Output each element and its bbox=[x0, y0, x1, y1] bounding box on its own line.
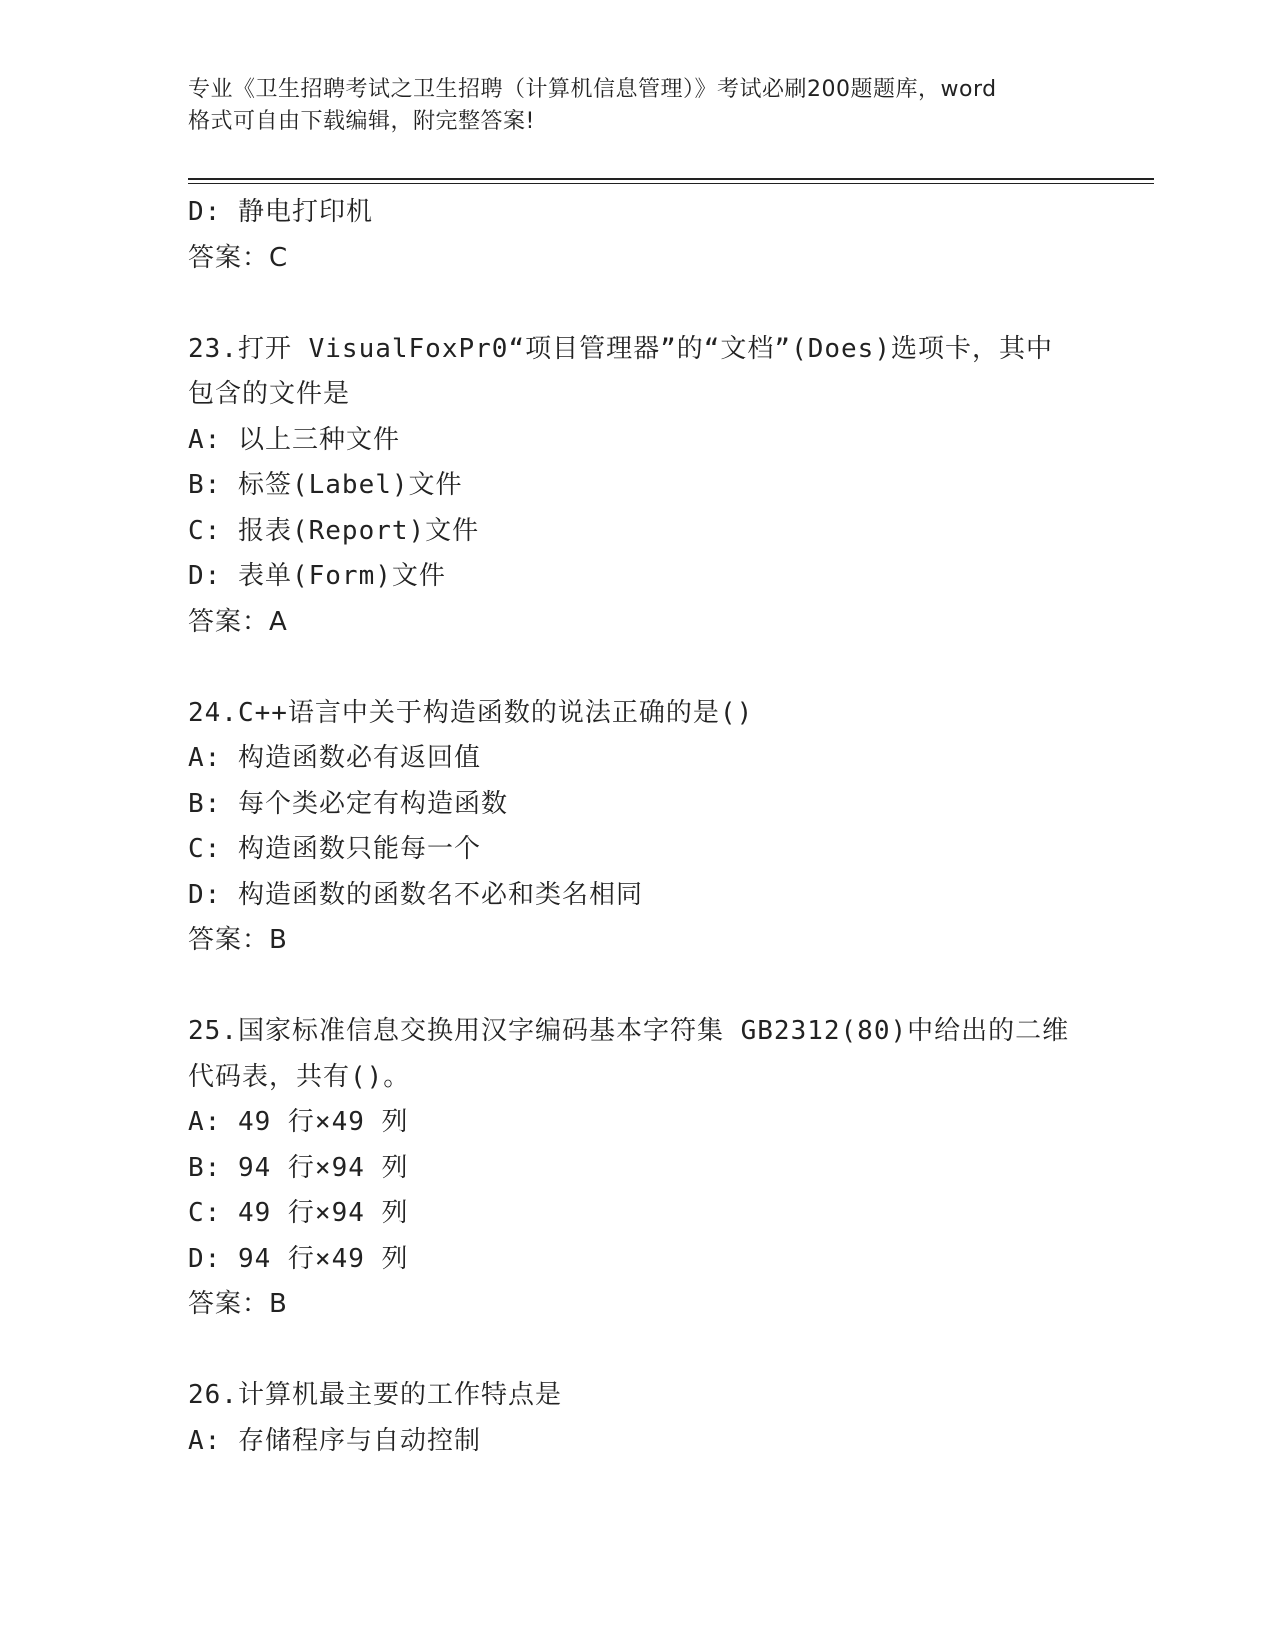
option-d: D: 静电打印机 bbox=[188, 197, 373, 227]
header-divider-thin bbox=[188, 183, 1154, 184]
question-23 bbox=[188, 327, 1148, 646]
question-stem: 23.打开 VisualFoxPr0“项目管理器”的“文档”(Does)选项卡，其中 bbox=[188, 333, 1053, 364]
option-d: D: 表单(Form)文件 bbox=[188, 561, 446, 591]
option-a: A: 存储程序与自动控制 bbox=[188, 1425, 481, 1456]
question-stem-continued: 包含的文件是 bbox=[188, 379, 351, 409]
option-c: C: 构造函数只能每一个 bbox=[188, 834, 481, 864]
question-list bbox=[188, 190, 1148, 1464]
option-c: C: 报表(Report)文件 bbox=[188, 515, 480, 546]
answer: 答案：A bbox=[188, 606, 288, 637]
question-26 bbox=[188, 1373, 1148, 1464]
answer: 答案：C bbox=[188, 242, 289, 273]
header-line-1: 专业《卫生招聘考试之卫生招聘（计算机信息管理）》考试必刷200题题库，word bbox=[188, 77, 997, 102]
option-d: D: 构造函数的函数名不必和类名相同 bbox=[188, 879, 643, 910]
question-gap bbox=[188, 1328, 1148, 1374]
question-gap bbox=[188, 281, 1148, 327]
header-divider-thick bbox=[188, 178, 1154, 180]
answer: 答案：B bbox=[188, 925, 288, 955]
question-stem: 24.C++语言中关于构造函数的说法正确的是() bbox=[188, 697, 754, 728]
option-b: B: 每个类必定有构造函数 bbox=[188, 788, 508, 819]
option-b: B: 标签(Label)文件 bbox=[188, 470, 463, 500]
question-gap bbox=[188, 964, 1148, 1010]
question-24 bbox=[188, 691, 1148, 964]
header-line-2: 格式可自由下载编辑，附完整答案! bbox=[188, 109, 535, 134]
question-22 bbox=[188, 190, 1148, 281]
answer: 答案：B bbox=[188, 1289, 288, 1319]
option-a: A: 构造函数必有返回值 bbox=[188, 743, 481, 773]
question-25 bbox=[188, 1009, 1148, 1328]
question-stem: 26.计算机最主要的工作特点是 bbox=[188, 1380, 562, 1410]
option-a: A: 以上三种文件 bbox=[188, 424, 400, 455]
question-stem: 25.国家标准信息交换用汉字编码基本字符集 GB2312(80)中给出的二维 bbox=[188, 1016, 1070, 1046]
question-gap bbox=[188, 645, 1148, 691]
option-d: D: 94 行×49 列 bbox=[188, 1243, 409, 1274]
question-stem-continued: 代码表，共有()。 bbox=[188, 1061, 411, 1092]
option-c: C: 49 行×94 列 bbox=[188, 1198, 409, 1228]
document-header bbox=[188, 74, 1088, 138]
option-b: B: 94 行×94 列 bbox=[188, 1152, 409, 1183]
option-a: A: 49 行×49 列 bbox=[188, 1107, 409, 1137]
